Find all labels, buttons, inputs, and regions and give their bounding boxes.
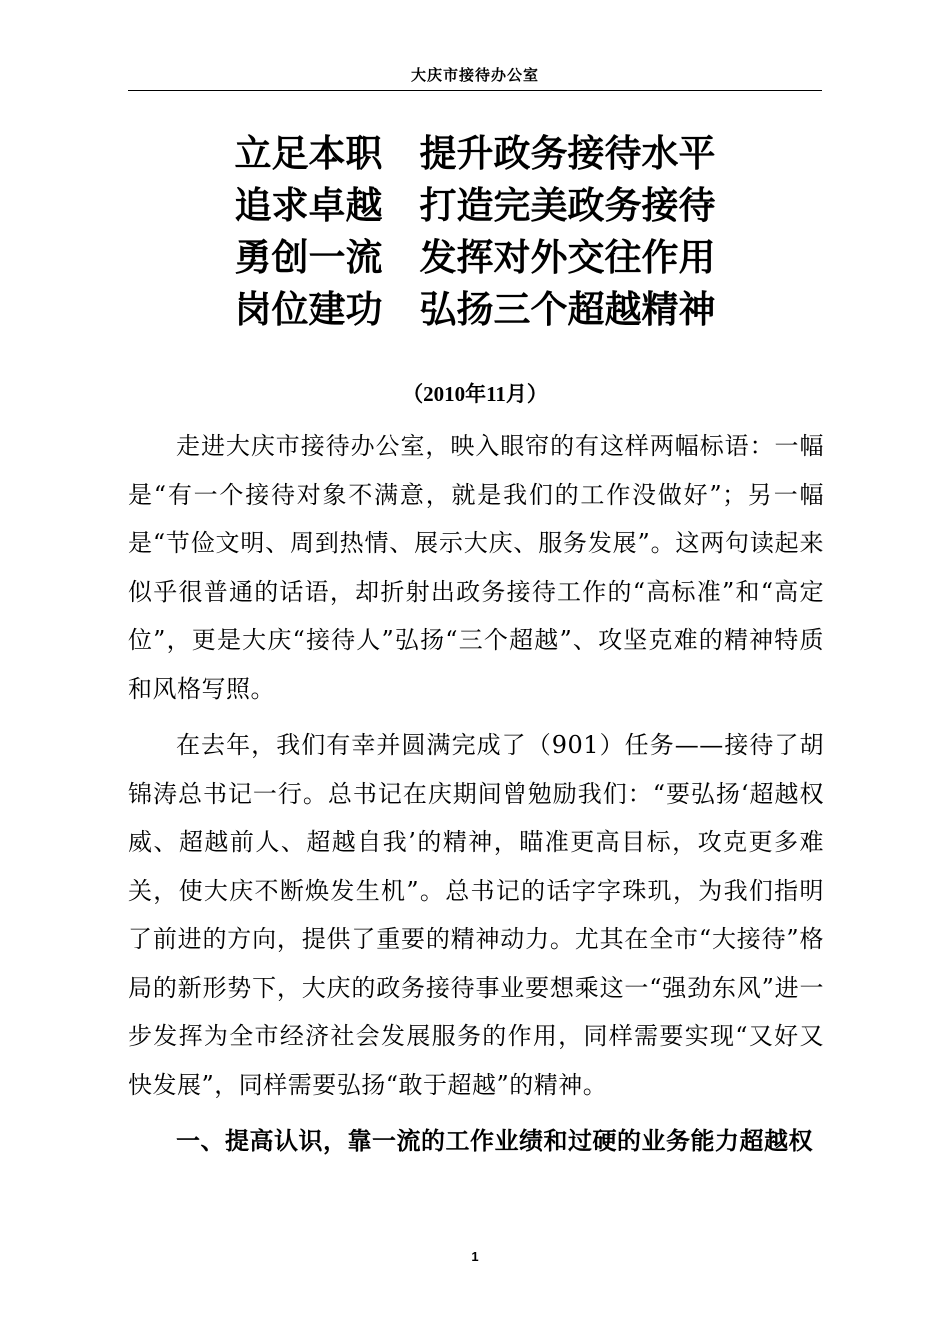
title-line-3: 勇创一流 发挥对外交往作用 (234, 236, 716, 279)
title-line-2: 追求卓越 打造完美政务接待 (234, 184, 716, 227)
body-paragraph-2: 在去年，我们有幸并圆满完成了（901）任务——接待了胡锦涛总书记一行。总书记在庆期间曾勉励我们：“要弘扬‘超越权威、超越前人、超越自我’的精神，瞄准更高目标，攻克更多难关，使大庆不断焕发生机”。总书记的话字字珠玑，为我们指明了前进的方向，提供了重要的精神动力。尤其在全市“大接待”格局的新形势下，大庆的政务接待事业要想乘这一“强劲东风”进一步发挥为全市经济社会发展服务的作用，同样需要实现“又好又快发展”，同样需要弘扬“敢于超越”的精神。 (128, 731, 824, 1099)
title-line-4: 岗位建功 弘扬三个超越精神 (234, 288, 716, 331)
title-line-1: 立足本职 提升政务接待水平 (234, 132, 716, 175)
document-date: （2010年11月） (402, 382, 548, 406)
page-header: 大庆市接待办公室 (410, 66, 539, 84)
document-body (128, 422, 824, 1166)
document-title-block (0, 128, 950, 336)
body-paragraph-1: 走进大庆市接待办公室，映入眼帘的有这样两幅标语：一幅是“有一个接待对象不满意，就是我们的工作没做好”；另一幅是“节俭文明、周到热情、展示大庆、服务发展”。这两句读起来似乎很普通的话语，却折射出政务接待工作的“高标准”和“高定位”，更是大庆“接待人”弘扬“三个超越”、攻坚克难的精神特质和风格写照。 (128, 432, 824, 703)
page-number: 1 (471, 1249, 479, 1264)
section-heading-1: 一、提高认识，靠一流的工作业绩和过硬的业务能力超越权 (176, 1127, 813, 1155)
header-divider (128, 90, 822, 91)
